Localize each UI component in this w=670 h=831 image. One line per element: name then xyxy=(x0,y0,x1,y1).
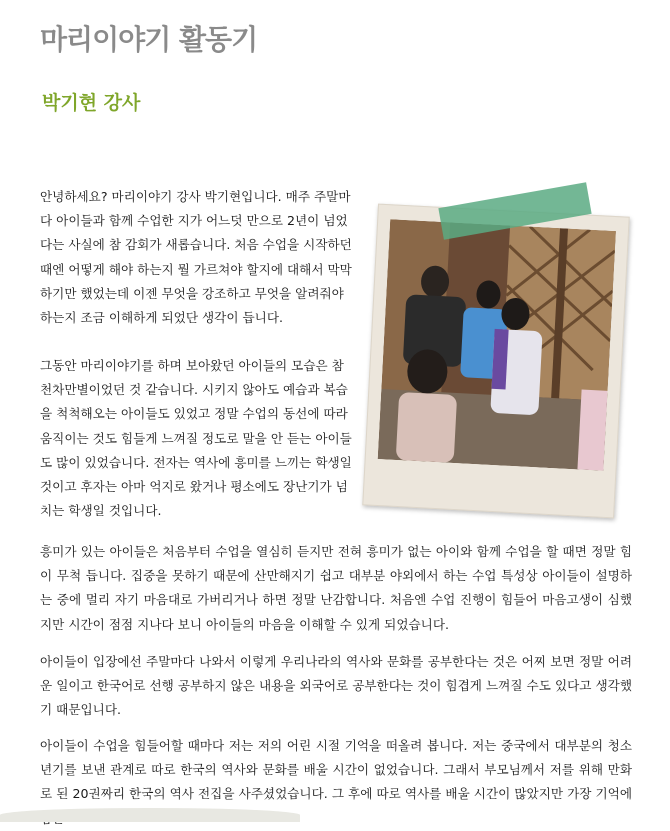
paragraph-3: 흥미가 있는 아이들은 처음부터 수업을 열심히 듣지만 전혀 흥미가 없는 아이와 함께 수업을 할 때면 정말 힘이 무척 듭니다. 집중을 못하기 때문에 산만해지기 쉽고 대부분 야외에서 하는 수업 특성상 아이들이 설명하는 중에 멀리 자기 마음대로 가버리거나 하면 정말 난감합니다. 처음엔 수업 진행이 힘들어 마음고생이 심했지만 시간이 점점 지나다 보니 아이들의 마음을 이해할 수 있게 되었습니다. xyxy=(40,544,632,632)
paragraph-4: 아이들이 입장에선 주말마다 나와서 이렇게 우리나라의 역사와 문화를 공부한다는 것은 어찌 보면 정말 어려운 일이고 한국어로 선행 공부하지 않은 내용을 외국어로 공부한다는 것이 힘겹게 느껴질 수도 있다고 생각했기 때문입니다. xyxy=(40,654,632,718)
paragraph-5: 아이들이 수업을 힘들어할 때마다 저는 저의 어린 시절 기억을 떠올려 봅니다. 저는 중국에서 대부분의 청소년기를 보낸 관계로 따로 한국의 역사와 문화를 배울 시간이 없었습니다. 그래서 부모님께서 저를 위해 만화로 된 20권짜리 한국의 역사 전집을 사주셨었습니다. 그 후에 따로 역사를 배울 시간이 많았지만 가장 기억에 xyxy=(40,738,632,802)
paragraph-1: 안녕하세요? 마리이야기 강사 박기현입니다. 매주 주말마다 아이들과 함께 수업한 지가 어느덧 만으로 2년이 넘었다는 사실에 참 감회가 새롭습니다. 처음 수업을 시작하던 때엔 어떻게 해야 하는지 뭘 가르쳐야 할지에 대해서 막막하기만 했었는데 이젠 무엇을 강조하고 무엇을 알려줘야 하는지 조금 이해하게 되었단 생각이 듭니다. xyxy=(40,189,352,326)
paragraph-2: 그동안 마리이야기를 하며 보아왔던 아이들의 모습은 참 천차만별이었던 것 같습니다. 시키지 않아도 예습과 복습을 척척해오는 아이들도 있었고 정말 수업의 동선에 따라 움직이는 것도 힘들게 느껴질 정도로 말을 안 듣는 아이들도 많이 있었습니다. 전자는 역사에 흥미를 느끼는 학생일 것이고 후자는 아마 억지로 왔거나 평소에도 장난기가 넘치는 학생일 것입니다. xyxy=(40,358,352,519)
author-name: 박기현 강사 xyxy=(42,92,141,114)
page-title: 마리이야기 활동기 xyxy=(40,23,258,56)
decorative-ground xyxy=(0,808,300,822)
activity-photo xyxy=(378,219,616,470)
activity-photo-frame xyxy=(362,204,629,519)
